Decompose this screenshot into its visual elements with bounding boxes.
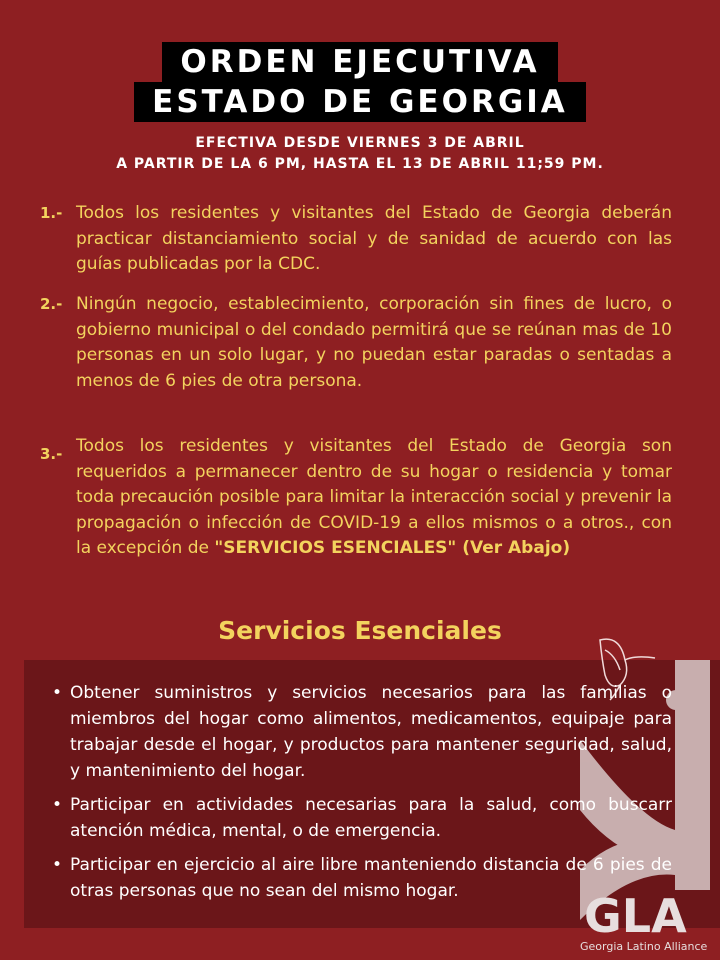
bullet-dot: • — [52, 795, 63, 815]
order-text: Todos los residentes y visitantes del Estado de Georgia deberán practicar distanciamiento social y de sanidad de acuerdo con las guías publicadas por la CDC. — [76, 203, 672, 274]
order-text-bold: "SERVICIOS ESENCIALES" (Ver Abajo) — [214, 538, 571, 558]
order-item-2 — [40, 292, 672, 394]
bullet-dot: • — [52, 855, 63, 875]
list-item-text: Participar en ejercicio al aire libre manteniendo distancia de 6 pies de otras personas que no sean del mismo hogar. — [70, 855, 672, 901]
effective-dates — [0, 133, 720, 175]
services-list — [52, 680, 672, 912]
logo-acronym: GLA — [584, 889, 687, 943]
order-text-body: Todos los residentes y visitantes del Estado de Georgia son requeridos a permanecer dentro de su hogar o residencia y tomar toda precaución posible para limitar la interacción social y prevenir la propagación o infección de COVID-19 a ellos mismos o a otros., con la excepción de — [76, 436, 672, 558]
subtitle-line-2: A PARTIR DE LA 6 PM, HASTA EL 13 DE ABRIL 11;59 PM. — [116, 156, 604, 172]
title-line-2: ESTADO DE GEORGIA — [134, 82, 586, 122]
title-line-1: ORDEN EJECUTIVA — [162, 42, 557, 82]
logo-name: Georgia Latino Alliance — [580, 940, 708, 953]
order-number: 1.- — [40, 204, 63, 222]
list-item-text: Obtener suministros y servicios necesarios para las familias o miembros del hogar como alimentos, medicamentos, equipaje para trabajar desde el hogar, y productos para mantener seguridad, salud, y mantenimiento del hogar. — [70, 683, 672, 781]
title-block — [0, 42, 720, 122]
order-number: 3.- — [40, 445, 63, 463]
services-title: Servicios Esenciales — [218, 616, 502, 645]
list-item — [52, 852, 672, 904]
bullet-dot: • — [52, 683, 63, 703]
subtitle-line-1: EFECTIVA DESDE VIERNES 3 DE ABRIL — [195, 135, 525, 151]
list-item — [52, 792, 672, 844]
order-text: Ningún negocio, establecimiento, corporación sin fines de lucro, o gobierno municipal o del condado permitirá que se reúnan mas de 10 personas en un solo lugar, y no puedan estar paradas o sentadas a menos de 6 pies de otra persona. — [76, 294, 672, 391]
order-item-3 — [40, 434, 672, 562]
order-number: 2.- — [40, 295, 63, 313]
order-item-1 — [40, 201, 672, 278]
order-text — [76, 434, 672, 562]
list-item — [52, 680, 672, 784]
list-item-text: Participar en actividades necesarias para la salud, como buscarr atención médica, mental, o de emergencia. — [70, 795, 672, 841]
